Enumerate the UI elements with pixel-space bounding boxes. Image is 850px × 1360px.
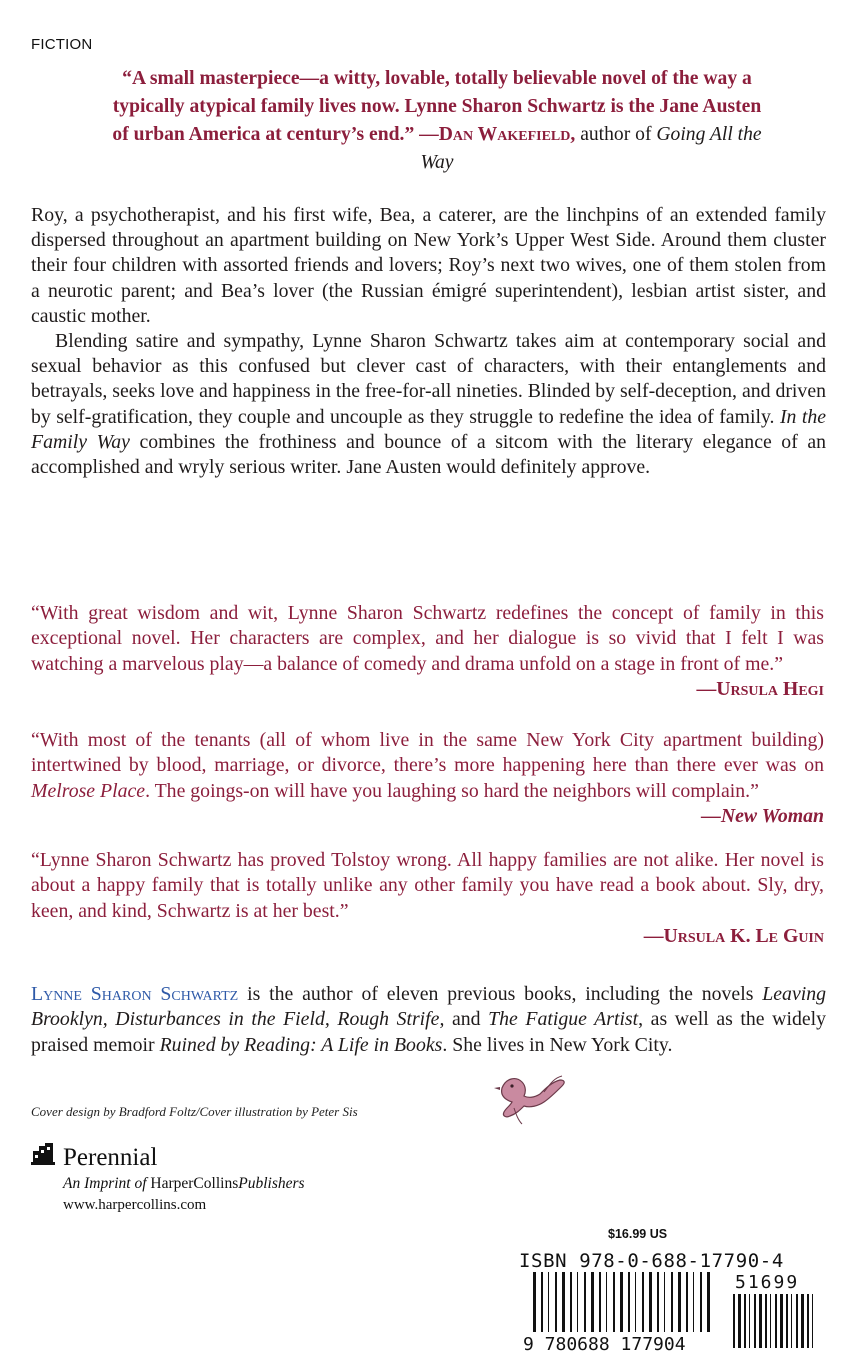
author-name: Lynne Sharon Schwartz <box>31 983 239 1005</box>
barcode-bar <box>620 1272 623 1332</box>
review-quote-1 <box>31 601 824 703</box>
barcode-bar <box>700 1272 702 1332</box>
publisher-name: Perennial <box>63 1144 158 1171</box>
bio-books: Leaving Brooklyn, Disturbances in the Field, Rough Strife, <box>31 983 826 1031</box>
barcode-bar <box>754 1294 756 1348</box>
headline-quote-text: “A small masterpiece—a witty, lovable, totally believable novel of the way a typically atypical family lives now. Lynne Sharon Schwartz is the Jane Austen of urban America at century’s end.” <box>112 68 762 145</box>
review-source: —New Woman <box>701 805 824 828</box>
barcode-bar <box>786 1294 788 1348</box>
barcode-bar <box>548 1272 549 1332</box>
barcode-bar <box>791 1294 792 1348</box>
barcode-bar <box>744 1294 746 1348</box>
publisher-website: www.harpercollins.com <box>63 1197 207 1213</box>
barcode-bar <box>678 1272 681 1332</box>
barcode-bar <box>635 1272 636 1332</box>
barcode-bar <box>570 1272 572 1332</box>
barcode-bar <box>606 1272 607 1332</box>
barcode-bar <box>749 1294 750 1348</box>
publisher-imprint: An Imprint of HarperCollinsPublishers <box>63 1175 305 1192</box>
barcode-bar <box>613 1272 615 1332</box>
barcode-bar <box>642 1272 644 1332</box>
barcode-bar <box>759 1294 762 1348</box>
price-label: $16.99 US <box>608 1227 668 1241</box>
author-bio: Lynne Sharon Schwartz is the author of eleven previous books, including the novels Leaving Brooklyn, Disturbances in the Field, Rough Strife, and The Fatigue Artist, as well as the widely praised memoir Ruined by Reading: A Life in Books. She lives in New York City. <box>31 983 827 1056</box>
barcode-bar <box>664 1272 665 1332</box>
synopsis-paragraph-1: Roy, a psychotherapist, and his first wife, Bea, a caterer, are the linchpins of an extended family dispersed throughout an apartment building on New York’s Upper West Side. Around them cluster their four children with assorted friends and lovers; Roy’s next two wives, one of them stolen from a neurotic parent; and Bea’s lover (the Russian émigré superintendent), lesbian artist sister, and caustic mother. <box>31 204 826 327</box>
barcode-bar <box>770 1294 771 1348</box>
synopsis-paragraph-2: Blending satire and sympathy, Lynne Sharon Schwartz takes aim at contemporary social and sexual behavior as this confused but clever cast of characters, with their entanglements and betrayals, seeks love and happiness in the free-for-all nineties. Blinded by self-deception, and driven by self-gratification, they couple and uncouple as they struggle to redefine the idea of family. In the Family Way combines the frothiness and bounce of a sitcom with the literary elegance of an accomplished and wryly serious writer. Jane Austen would definitely approve. <box>31 330 826 479</box>
barcode-bar <box>591 1272 594 1332</box>
barcode-bar <box>555 1272 557 1332</box>
barcode-bar <box>733 1294 735 1348</box>
headline-attribution-work: Going All the Way <box>420 124 762 173</box>
review-quote-3 <box>31 848 824 950</box>
barcode-bar <box>584 1272 586 1332</box>
addon-number: 51699 <box>735 1272 800 1293</box>
barcode-bar <box>796 1294 798 1348</box>
review-quote-text: “With great wisdom and wit, Lynne Sharon Schwartz redefines the concept of family in this exceptional novel. Her characters are complex, and her dialogue is so vivid that I felt I was watching a marvelous play—a balance of comedy and drama unfold on a stage in front of me.” <box>31 602 824 675</box>
barcode-bar <box>775 1294 777 1348</box>
bird-illustration-icon <box>488 1068 570 1128</box>
isbn-number: ISBN 978-0-688-17790-4 <box>519 1250 784 1272</box>
barcode-bar <box>541 1272 543 1332</box>
headline-attribution: —Dan Wakefield, <box>419 124 576 145</box>
harpercollins-logo-icon <box>31 1141 55 1165</box>
barcode-bars <box>533 1272 710 1332</box>
review-quote-text: “Lynne Sharon Schwartz has proved Tolstoy wrong. All happy families are not alike. Her novel is about a happy family that is totally unlike any other family you have read a book about. Sly, dry, keen, and kind, Schwartz is at her best.” <box>31 849 824 922</box>
barcode-number: 9 780688 177904 <box>523 1334 686 1352</box>
barcode-bar <box>812 1294 813 1348</box>
review-quote-text: “With most of the tenants (all of whom live in the same New York City apartment building) intertwined by blood, marriage, or divorce, there’s more happening here than there ever was on Melrose Place. The goings-on will have you laughing so hard the neighbors will complain.” <box>31 729 824 802</box>
headline-quote <box>112 65 762 177</box>
barcode-bar <box>599 1272 601 1332</box>
synopsis <box>31 203 826 480</box>
barcode-bar <box>765 1294 767 1348</box>
cover-credits: Cover design by Bradford Foltz/Cover illustration by Peter Sis <box>31 1104 358 1119</box>
barcode-bar <box>649 1272 652 1332</box>
review-source: —Ursula K. Le Guin <box>643 925 824 948</box>
barcode-bar <box>562 1272 565 1332</box>
barcode-bar <box>657 1272 659 1332</box>
show-title: Melrose Place <box>31 779 146 802</box>
barcode-bar <box>801 1294 804 1348</box>
book-title: In the Family Way <box>31 405 826 453</box>
barcode-bar <box>807 1294 809 1348</box>
barcode-bar <box>707 1272 710 1332</box>
barcode-bar <box>628 1272 630 1332</box>
headline-attribution-role: author of Going All the Way <box>420 124 762 173</box>
barcode-bar <box>693 1272 694 1332</box>
barcode-bar <box>577 1272 578 1332</box>
category-label: FICTION <box>31 36 93 53</box>
barcode-bar <box>780 1294 783 1348</box>
bio-book: The Fatigue Artist <box>488 1008 639 1031</box>
bio-memoir: Ruined by Reading: A Life in Books <box>159 1033 443 1056</box>
barcode-bar <box>671 1272 673 1332</box>
barcode-bar <box>686 1272 688 1332</box>
addon-barcode-bars <box>733 1294 813 1348</box>
barcode-bar <box>738 1294 741 1348</box>
review-source: —Ursula Hegi <box>696 678 824 701</box>
barcode-bar <box>533 1272 536 1332</box>
barcode <box>519 1272 819 1352</box>
review-quote-2 <box>31 728 824 830</box>
